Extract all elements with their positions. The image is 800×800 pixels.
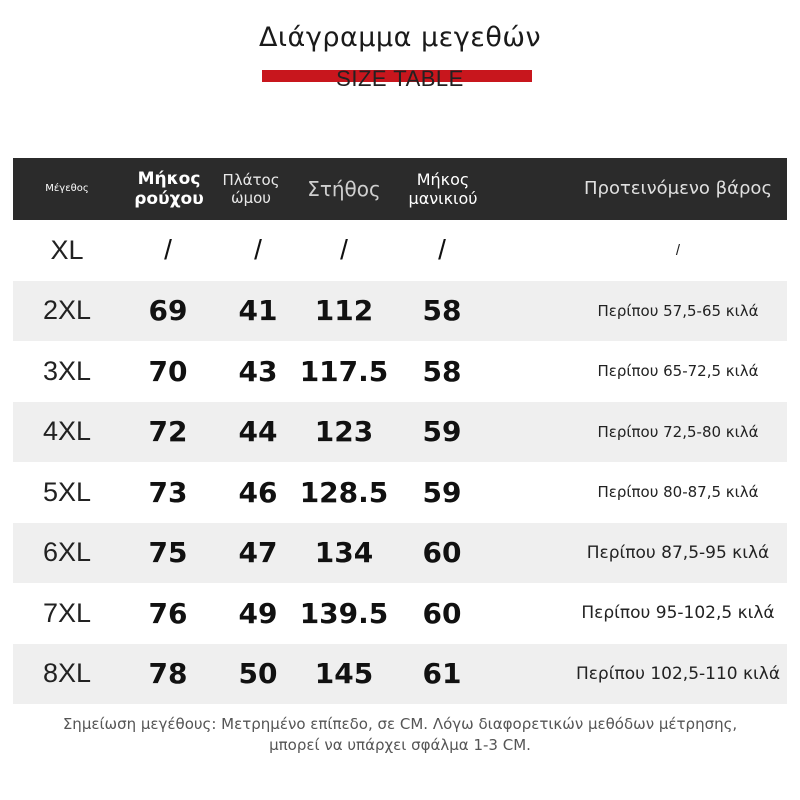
header-chest: Στήθος: [307, 177, 381, 201]
cell-shoulder: /: [254, 234, 262, 266]
cell-shoulder: 44: [238, 415, 278, 449]
cell-shoulder: 43: [238, 354, 278, 388]
cell-sleeve: 60: [422, 596, 462, 630]
cell-sleeve: 60: [422, 536, 462, 570]
cell-size: 6XL: [42, 537, 92, 568]
cell-chest: 139.5: [299, 596, 389, 630]
cell-sleeve: 59: [422, 475, 462, 509]
cell-length: 73: [148, 475, 188, 509]
cell-size: 8XL: [42, 658, 92, 689]
cell-sleeve: /: [438, 234, 446, 266]
cell-shoulder: 41: [238, 294, 278, 328]
size-table: [13, 158, 787, 704]
header-shoulder: Πλάτος ώμου: [222, 171, 280, 207]
table-header: [13, 158, 787, 220]
cell-sleeve: 58: [422, 294, 462, 328]
cell-size: 5XL: [42, 476, 92, 507]
cell-weight: Περίπου 57,5-65 κιλά: [597, 301, 759, 320]
cell-sleeve: 59: [422, 415, 462, 449]
cell-sleeve: 61: [422, 657, 462, 691]
cell-shoulder: 47: [238, 536, 278, 570]
page-title: Διάγραμμα μεγεθών: [258, 22, 542, 53]
table-row: [13, 462, 787, 523]
cell-chest: 134: [314, 536, 374, 570]
cell-length: 78: [148, 657, 188, 691]
cell-shoulder: 50: [238, 657, 278, 691]
cell-chest: 128.5: [299, 475, 389, 509]
note-line-2: μπορεί να υπάρχει σφάλμα 1-3 CM.: [269, 736, 531, 754]
cell-shoulder: 46: [238, 475, 278, 509]
header-weight: Προτεινόμενο βάρος: [583, 178, 773, 200]
cell-length: 70: [148, 354, 188, 388]
cell-weight: Περίπου 65-72,5 κιλά: [597, 362, 759, 381]
cell-chest: /: [340, 234, 348, 266]
cell-weight: Περίπου 87,5-95 κιλά: [586, 542, 770, 563]
cell-size: 2XL: [42, 295, 92, 326]
cell-weight: Περίπου 102,5-110 κιλά: [575, 663, 781, 684]
page-subtitle: SIZE TABLE: [336, 66, 464, 91]
size-note: [0, 714, 800, 756]
cell-size: 7XL: [42, 597, 92, 628]
header-sleeve: Μήκος μανικιού: [408, 169, 478, 208]
cell-length: /: [164, 234, 172, 266]
cell-size: XL: [50, 234, 84, 265]
table-row: [13, 220, 787, 281]
cell-weight: Περίπου 72,5-80 κιλά: [597, 422, 759, 441]
cell-length: 76: [148, 596, 188, 630]
header-length: Μήκος ρούχου: [134, 168, 204, 209]
cell-weight: Περίπου 95-102,5 κιλά: [581, 603, 775, 624]
cell-weight: Περίπου 80-87,5 κιλά: [597, 483, 759, 502]
cell-chest: 123: [314, 415, 374, 449]
cell-chest: 112: [314, 294, 374, 328]
table-row: [13, 281, 787, 342]
cell-chest: 145: [314, 657, 374, 691]
cell-chest: 117.5: [299, 354, 389, 388]
cell-sleeve: 58: [422, 354, 462, 388]
cell-size: 3XL: [42, 355, 92, 386]
table-row: [13, 644, 787, 705]
cell-size: 4XL: [42, 416, 92, 447]
header-size: Μέγεθος: [45, 183, 89, 194]
cell-shoulder: 49: [238, 596, 278, 630]
cell-length: 72: [148, 415, 188, 449]
table-row: [13, 583, 787, 644]
note-line-1: Σημείωση μεγέθους: Μετρημένο επίπεδο, σε CM. Λόγω διαφορετικών μεθόδων μέτρησης,: [62, 715, 738, 733]
cell-weight: /: [675, 241, 681, 259]
cell-length: 75: [148, 536, 188, 570]
table-row: [13, 341, 787, 402]
table-row: [13, 402, 787, 463]
cell-length: 69: [148, 294, 188, 328]
table-row: [13, 523, 787, 584]
